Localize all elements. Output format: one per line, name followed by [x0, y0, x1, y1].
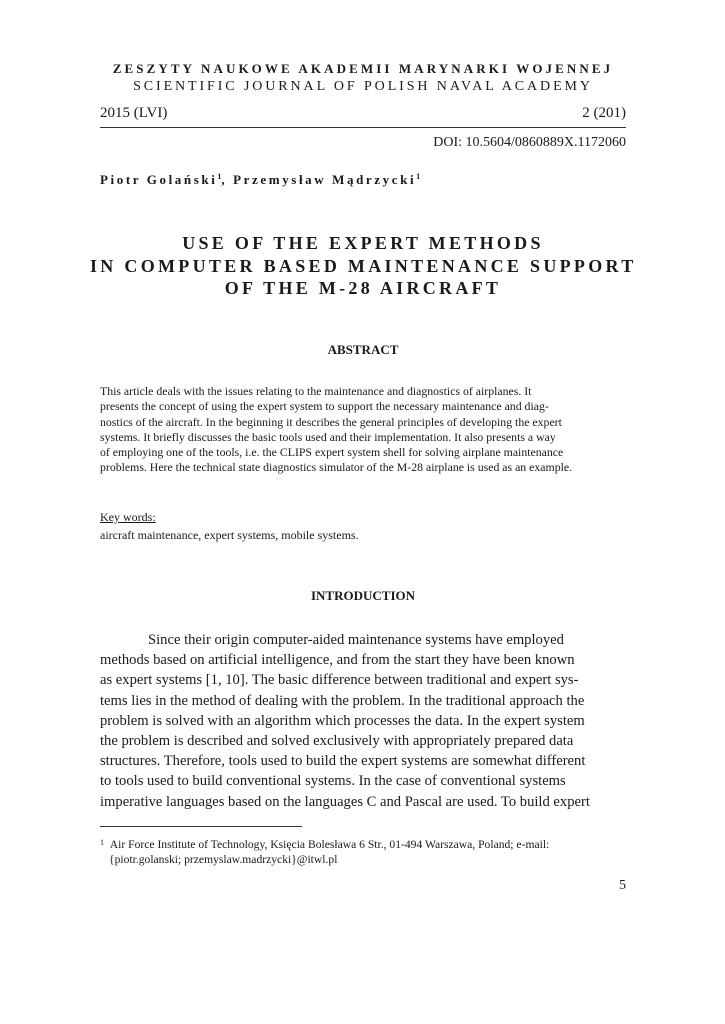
footnote-affiliation: Air Force Institute of Technology, Księcia Bolesława 6 Str., 01-494 Warszawa, Poland; e-mail:	[109, 838, 550, 851]
body-line: problem is solved with an algorithm which processes the data. In the expert system	[100, 712, 585, 729]
abstract-heading: ABSTRACT	[327, 342, 399, 357]
keywords-heading: Key words:	[100, 510, 156, 524]
body-line: as expert systems [1, 10]. The basic difference between traditional and expert sys-	[100, 672, 579, 689]
footnote-email: {piotr.golanski; przemyslaw.madrzycki}@itwl.pl	[109, 853, 338, 866]
body-line: imperative languages based on the languages C and Pascal are used. To build expert	[100, 793, 590, 810]
abstract-line: of employing one of the tools, i.e. the CLIPS expert system shell for solving airplane maintenance	[100, 445, 564, 460]
abstract-line: This article deals with the issues relating to the maintenance and diagnostics of airplanes. It	[100, 384, 532, 398]
title-line: IN COMPUTER BASED MAINTENANCE SUPPORT	[90, 255, 637, 276]
abstract-line: problems. Here the technical state diagnostics simulator of the M-28 airplane is used as an example.	[100, 460, 573, 475]
authors-line: Piotr Golański$^1$, Przemysław Mądrzycki$^1$	[100, 172, 421, 187]
author-name: Przemysław Mądrzycki	[233, 172, 417, 187]
abstract-line: nostics of the aircraft. In the beginning it describes the general principles of developing the expert	[100, 414, 562, 429]
affiliation-mark: 1	[217, 172, 222, 181]
body-line: Since their origin computer-aided maintenance systems have employed	[148, 632, 564, 648]
body-line: methods based on artificial intelligence, and from the start they have been known	[100, 652, 575, 669]
paper-page	[90, 0, 637, 1024]
year-volume: 2015 (LVI)	[100, 105, 168, 121]
introduction-heading: INTRODUCTION	[310, 588, 415, 603]
author-name: Piotr Golański	[100, 172, 218, 187]
body-line: to tools used to build conventional systems. In the case of conventional systems	[100, 773, 566, 790]
paper-title	[90, 232, 636, 300]
keywords-text: aircraft maintenance, expert systems, mobile systems.	[100, 528, 359, 542]
body-line: tems lies in the method of dealing with the problem. In the traditional approach the	[100, 692, 585, 709]
footnote-rule	[100, 826, 302, 827]
title-line: USE OF THE EXPERT METHODS	[182, 233, 544, 253]
affiliation-mark: 1	[416, 172, 421, 181]
header-rule	[100, 127, 626, 128]
journal-name-polish: ZESZYTY NAUKOWE AKADEMII MARYNARKI WOJENNEJ	[112, 61, 614, 76]
body-line: the problem is described and solved exclusively with appropriately prepared data	[100, 733, 574, 750]
footnote-mark: 1	[100, 838, 104, 847]
journal-name-english: SCIENTIFIC JOURNAL OF POLISH NAVAL ACADEMY	[133, 79, 593, 94]
footnote	[100, 835, 626, 867]
body-line: structures. Therefore, tools used to build the expert systems are somewhat different	[100, 753, 586, 770]
title-line: OF THE M-28 AIRCRAFT	[224, 278, 502, 298]
footnote-line	[100, 835, 626, 852]
abstract-text	[100, 384, 626, 476]
introduction-body	[100, 630, 626, 812]
footnote-line	[100, 852, 626, 867]
page-number: 5	[619, 878, 626, 893]
abstract-line: presents the concept of using the expert system to support the necessary maintenance and diag-	[100, 399, 549, 414]
doi: DOI: 10.5604/0860889X.1172060	[433, 135, 626, 150]
abstract-line: systems. It briefly discusses the basic tools used and their implementation. It also presents a way	[100, 429, 556, 444]
issue-number: 2 (201)	[582, 105, 626, 121]
